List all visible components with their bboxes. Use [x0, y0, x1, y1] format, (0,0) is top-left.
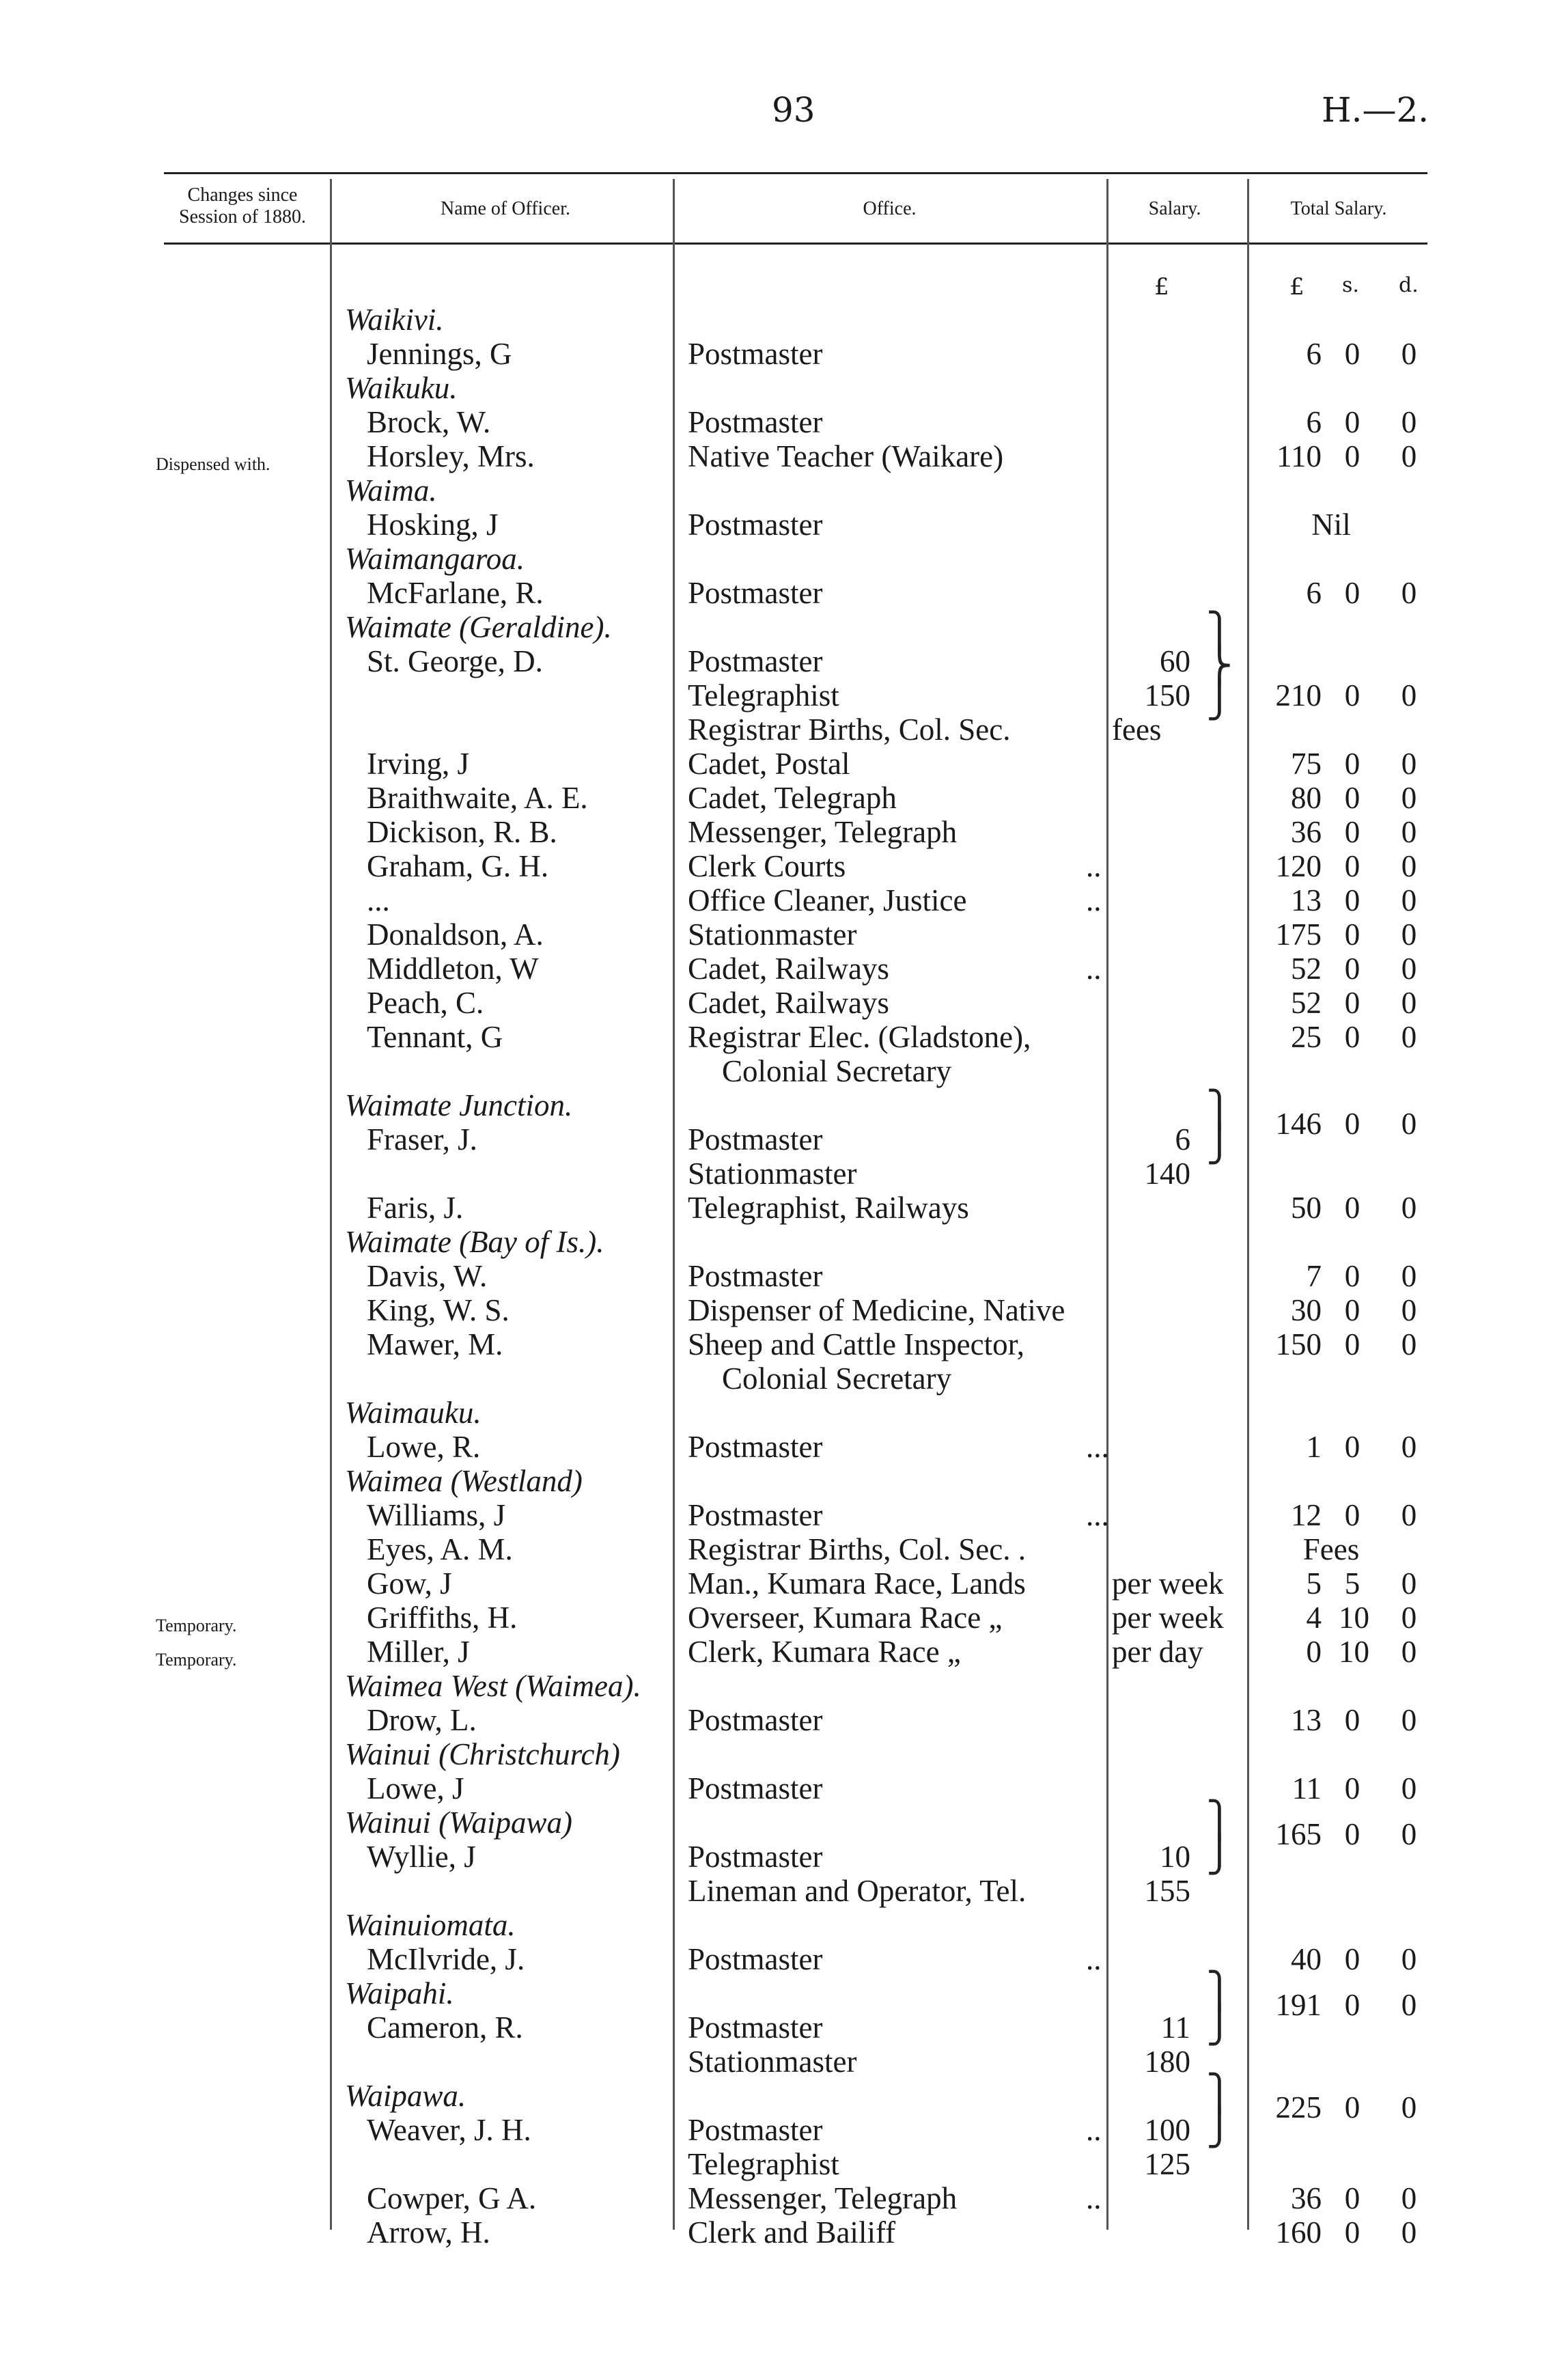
total-pounds: 80 [1291, 781, 1322, 815]
group-total-pounds: 225 [1275, 2090, 1322, 2125]
salary-value: 100 [1144, 2113, 1190, 2147]
salary-value: 125 [1144, 2147, 1190, 2181]
total-shillings: 0 [1344, 439, 1360, 473]
officer-name: Weaver, J. H. [367, 2113, 531, 2147]
table-row [0, 1157, 1549, 1191]
office-title: Messenger, Telegraph [688, 815, 958, 849]
table-row [0, 678, 1549, 712]
place-heading-row [0, 1464, 1549, 1498]
header-salary: Salary. [1148, 198, 1201, 219]
total-pounds: 110 [1276, 439, 1322, 473]
total-pounds: 210 [1275, 678, 1322, 712]
office-title: Postmaster [688, 1771, 823, 1805]
office-title: Registrar Elec. (Gladstone), [688, 1020, 1031, 1054]
table-row [0, 1020, 1549, 1054]
place-name: Wainuiomata. [345, 1908, 516, 1942]
office-title: Telegraphist, Railways [688, 1191, 969, 1225]
table-row [0, 1054, 1549, 1088]
officer-name: Miller, J [367, 1635, 470, 1669]
leader-dots: ... [1086, 1498, 1109, 1532]
officer-name: Braithwaite, A. E. [367, 781, 588, 815]
officer-name: Lowe, R. [367, 1430, 481, 1464]
total-pence: 0 [1401, 747, 1417, 781]
group-total-row [0, 1817, 1549, 1851]
office-title: Postmaster [688, 2010, 823, 2045]
table-row [0, 952, 1549, 986]
table-row [0, 1874, 1549, 1908]
brace-icon: ⎫ ⎭ [1206, 1090, 1233, 1165]
table-row [0, 2045, 1549, 2079]
total-shillings: 0 [1344, 952, 1360, 986]
total-shillings: 0 [1344, 1498, 1360, 1532]
office-title: Clerk and Bailiff [688, 2215, 896, 2250]
officer-name: Mawer, M. [367, 1327, 503, 1361]
total-shillings: 10 [1339, 1601, 1369, 1635]
office-title: Postmaster [688, 1703, 823, 1737]
total-pounds: 4 [1306, 1601, 1322, 1635]
table-row [0, 1703, 1549, 1737]
total-pence: 0 [1401, 1635, 1417, 1669]
group-total-row [0, 1107, 1549, 1141]
total-shillings: 0 [1344, 849, 1360, 883]
total-pounds: 40 [1291, 1942, 1322, 1976]
group-total-pence: 0 [1401, 1988, 1417, 2022]
place-heading-row [0, 371, 1549, 405]
total-pence: 0 [1401, 1259, 1417, 1293]
total-shillings: 0 [1344, 2215, 1360, 2250]
officer-name: Davis, W. [367, 1259, 488, 1293]
table-row [0, 849, 1549, 883]
group-total-shillings: 0 [1344, 1817, 1360, 1851]
total-pounds: 150 [1275, 1327, 1322, 1361]
table-row [0, 337, 1549, 371]
officer-name: Gow, J [367, 1566, 452, 1601]
office-title: Native Teacher (Waikare) [688, 439, 1004, 473]
total-pence: 0 [1401, 1191, 1417, 1225]
group-total-row [0, 1988, 1549, 2022]
office-title: Registrar Births, Col. Sec. [688, 712, 1011, 747]
total-pounds: 25 [1291, 1020, 1322, 1054]
table-row [0, 1771, 1549, 1805]
salary-value: 180 [1144, 2045, 1190, 2079]
office-title: Stationmaster [688, 917, 857, 952]
office-title: Clerk, Kumara Race „ [688, 1635, 961, 1669]
total-pounds: 6 [1306, 576, 1322, 610]
group-total-shillings: 0 [1344, 1107, 1360, 1141]
total-shillings: 0 [1344, 678, 1360, 712]
table-row [0, 781, 1549, 815]
office-title: Registrar Births, Col. Sec. . [688, 1532, 1026, 1566]
officer-name: Eyes, A. M. [367, 1532, 513, 1566]
total-pence: 0 [1401, 337, 1417, 371]
total-pounds: 160 [1275, 2215, 1322, 2250]
salary-value: 11 [1160, 2010, 1190, 2045]
leader-dots: .. [1086, 2113, 1102, 2147]
total-pence: 0 [1401, 2215, 1417, 2250]
officer-name: Donaldson, A. [367, 917, 544, 952]
total-text: Nil [1311, 508, 1351, 542]
salary-value: 60 [1160, 644, 1190, 678]
table-row [0, 1430, 1549, 1464]
total-shillings: 5 [1344, 1566, 1360, 1601]
group-total-pounds: 191 [1275, 1988, 1322, 2022]
total-pence: 0 [1401, 1327, 1417, 1361]
office-title: Postmaster [688, 1840, 823, 1874]
officer-name: Graham, G. H. [367, 849, 549, 883]
salary-value: 10 [1160, 1840, 1190, 1874]
salary-value: 140 [1144, 1157, 1190, 1191]
total-pence: 0 [1401, 405, 1417, 439]
salary-unit: £ [1154, 273, 1169, 301]
group-total-pence: 0 [1401, 1107, 1417, 1141]
place-heading-row [0, 610, 1549, 644]
total-pounds: 5 [1306, 1566, 1322, 1601]
office-title: Postmaster [688, 337, 823, 371]
total-shillings: 0 [1344, 917, 1360, 952]
total-pence: 0 [1401, 986, 1417, 1020]
place-name: Waima. [345, 473, 437, 508]
leader-dots: .. [1086, 883, 1102, 917]
total-pence: 0 [1401, 781, 1417, 815]
office-title: Postmaster [688, 1498, 823, 1532]
total-pounds: 13 [1291, 1703, 1322, 1737]
table-row [0, 1635, 1549, 1669]
pounds-unit: £ [1289, 273, 1304, 301]
office-title: Postmaster [688, 1430, 823, 1464]
brace-icon: ⎫ ⎬ ⎭ [1206, 611, 1233, 721]
place-name: Waimea West (Waimea). [345, 1669, 641, 1703]
place-heading-row [0, 303, 1549, 337]
table-row [0, 1601, 1549, 1635]
leader-dots: ... [1086, 1430, 1109, 1464]
table-row [0, 2181, 1549, 2215]
total-shillings: 0 [1344, 576, 1360, 610]
total-text: Fees [1302, 1532, 1360, 1566]
header-name-of-officer: Name of Officer. [441, 198, 570, 219]
place-name: Waimea (Westland) [345, 1464, 583, 1498]
place-name: Wainui (Christchurch) [345, 1737, 620, 1771]
table-row [0, 815, 1549, 849]
table-row [0, 747, 1549, 781]
total-shillings: 0 [1344, 1771, 1360, 1805]
total-pence: 0 [1401, 1430, 1417, 1464]
table-row [0, 508, 1549, 542]
table-row [0, 1942, 1549, 1976]
brace-icon: ⎫ ⎭ [1206, 2073, 1233, 2148]
total-pence: 0 [1401, 917, 1417, 952]
table-row [0, 576, 1549, 610]
total-shillings: 0 [1344, 2181, 1360, 2215]
total-shillings: 0 [1344, 1327, 1360, 1361]
total-pence: 0 [1401, 439, 1417, 473]
officer-name: Cowper, G A. [367, 2181, 537, 2215]
office-title: Postmaster [688, 405, 823, 439]
change-note: Dispensed with. [156, 454, 270, 474]
office-title: Office Cleaner, Justice [688, 883, 967, 917]
total-shillings: 0 [1344, 747, 1360, 781]
officer-name: Faris, J. [367, 1191, 464, 1225]
total-shillings: 0 [1344, 337, 1360, 371]
officer-name: Drow, L. [367, 1703, 477, 1737]
total-shillings: 0 [1344, 1020, 1360, 1054]
officer-name: Hosking, J [367, 508, 499, 542]
place-name: Waimate Junction. [345, 1088, 573, 1122]
office-title: Cadet, Postal [688, 747, 850, 781]
total-pence: 0 [1401, 952, 1417, 986]
table-row [0, 2215, 1549, 2250]
table-row [0, 917, 1549, 952]
total-pence: 0 [1401, 678, 1417, 712]
total-pounds: 13 [1291, 883, 1322, 917]
table-row [0, 1259, 1549, 1293]
group-total-pounds: 165 [1275, 1817, 1322, 1851]
total-shillings: 0 [1344, 986, 1360, 1020]
header-top-rule [164, 172, 1427, 174]
officer-name: Wyllie, J [367, 1840, 476, 1874]
total-pence: 0 [1401, 883, 1417, 917]
total-pence: 0 [1401, 2181, 1417, 2215]
place-name: Wainui (Waipawa) [345, 1805, 572, 1840]
salary-value: 155 [1144, 1874, 1190, 1908]
office-continuation: Colonial Secretary [722, 1054, 952, 1088]
office-title: Clerk Courts [688, 849, 846, 883]
place-name: Waipawa. [345, 2079, 466, 2113]
group-total-pounds: 146 [1275, 1107, 1322, 1141]
officer-name: Brock, W. [367, 405, 491, 439]
officer-name: Fraser, J. [367, 1122, 477, 1157]
total-shillings: 0 [1344, 781, 1360, 815]
place-heading-row [0, 542, 1549, 576]
salary-value: fees [1112, 712, 1162, 747]
total-pounds: 6 [1306, 337, 1322, 371]
total-pence: 0 [1401, 1293, 1417, 1327]
total-pounds: 36 [1291, 815, 1322, 849]
total-pence: 0 [1401, 849, 1417, 883]
place-heading-row [0, 1669, 1549, 1703]
place-name: Waipahi. [345, 1976, 454, 2010]
office-title: Telegraphist [688, 2147, 839, 2181]
officer-name: Cameron, R. [367, 2010, 523, 2045]
place-name: Waimauku. [345, 1396, 482, 1430]
place-heading-row [0, 1396, 1549, 1430]
office-title: Cadet, Railways [688, 986, 889, 1020]
officer-name: Irving, J [367, 747, 469, 781]
leader-dots: .. [1086, 849, 1102, 883]
total-pounds: 120 [1275, 849, 1322, 883]
place-heading-row [0, 1225, 1549, 1259]
change-note: Temporary. [156, 1650, 237, 1670]
total-pounds: 12 [1291, 1498, 1322, 1532]
office-title: Man., Kumara Race, Lands [688, 1566, 1026, 1601]
place-name: Waikuku. [345, 371, 458, 405]
office-title: Postmaster [688, 1259, 823, 1293]
total-shillings: 0 [1344, 1191, 1360, 1225]
total-pence: 0 [1401, 1566, 1417, 1601]
table-row [0, 712, 1549, 747]
leader-dots: .. [1086, 2181, 1102, 2215]
officer-name: ... [367, 883, 390, 917]
office-title: Lineman and Operator, Tel. [688, 1874, 1027, 1908]
total-pence: 0 [1401, 1020, 1417, 1054]
change-note: Temporary. [156, 1616, 237, 1635]
total-pence: 0 [1401, 815, 1417, 849]
total-pounds: 11 [1292, 1771, 1322, 1805]
leader-dots: .. [1086, 1942, 1102, 1976]
officer-name: Jennings, G [367, 337, 512, 371]
office-title: Dispenser of Medicine, Native [688, 1293, 1065, 1327]
officer-name: Middleton, W [367, 952, 539, 986]
officer-name: Griffiths, H. [367, 1601, 518, 1635]
total-pounds: 30 [1291, 1293, 1322, 1327]
salary-value: 6 [1175, 1122, 1190, 1157]
officer-name: Peach, C. [367, 986, 484, 1020]
place-name: Waimate (Geraldine). [345, 610, 612, 644]
officer-name: Horsley, Mrs. [367, 439, 535, 473]
total-pence: 0 [1401, 1601, 1417, 1635]
officer-name: McIlvride, J. [367, 1942, 525, 1976]
total-shillings: 0 [1344, 1430, 1360, 1464]
table-row [0, 439, 1549, 473]
total-pounds: 50 [1291, 1191, 1322, 1225]
table-row [0, 1361, 1549, 1396]
total-shillings: 0 [1344, 883, 1360, 917]
table-row [0, 1327, 1549, 1361]
table-row [0, 1498, 1549, 1532]
total-pence: 0 [1401, 1703, 1417, 1737]
total-shillings: 0 [1344, 1259, 1360, 1293]
total-shillings: 0 [1344, 1293, 1360, 1327]
place-heading-row [0, 473, 1549, 508]
office-title: Postmaster [688, 508, 823, 542]
office-title: Overseer, Kumara Race „ [688, 1601, 1003, 1635]
salary-value: per week [1112, 1601, 1224, 1635]
total-pence: 0 [1401, 1498, 1417, 1532]
total-pounds: 36 [1291, 2181, 1322, 2215]
group-total-pence: 0 [1401, 2090, 1417, 2125]
brace-icon: ⎫ ⎭ [1206, 1971, 1233, 2046]
office-title: Telegraphist [688, 678, 839, 712]
office-title: Postmaster [688, 1122, 823, 1157]
pence-unit: d. [1399, 273, 1419, 297]
table-row [0, 1293, 1549, 1327]
place-name: Waimate (Bay of Is.). [345, 1225, 604, 1259]
officer-name: St. George, D. [367, 644, 543, 678]
group-total-row [0, 2090, 1549, 2125]
officer-name: Arrow, H. [367, 2215, 490, 2250]
place-heading-row [0, 1908, 1549, 1942]
table-row [0, 1566, 1549, 1601]
page-number: 93 [772, 90, 815, 130]
office-title: Stationmaster [688, 2045, 857, 2079]
officer-name: King, W. S. [367, 1293, 510, 1327]
office-title: Cadet, Railways [688, 952, 889, 986]
officer-name: Williams, J [367, 1498, 506, 1532]
office-title: Cadet, Telegraph [688, 781, 897, 815]
place-name: Waimangaroa. [345, 542, 525, 576]
total-shillings: 10 [1339, 1635, 1369, 1669]
total-pounds: 52 [1291, 986, 1322, 1020]
table-row [0, 883, 1549, 917]
total-shillings: 0 [1344, 1942, 1360, 1976]
salary-value: per day [1112, 1635, 1203, 1669]
total-pounds: 75 [1291, 747, 1322, 781]
total-pence: 0 [1401, 576, 1417, 610]
total-pence: 0 [1401, 1771, 1417, 1805]
salary-value: per week [1112, 1566, 1224, 1601]
document-reference: H.—2. [1322, 90, 1429, 130]
total-pounds: 0 [1306, 1635, 1322, 1669]
place-heading-row [0, 1737, 1549, 1771]
header-changes: Changes since Session of 1880. [179, 184, 306, 227]
total-pence: 0 [1401, 1942, 1417, 1976]
total-pounds: 7 [1306, 1259, 1322, 1293]
office-title: Postmaster [688, 644, 823, 678]
header-bottom-rule [164, 243, 1427, 245]
group-total-pence: 0 [1401, 1817, 1417, 1851]
officer-name: Dickison, R. B. [367, 815, 557, 849]
table-row [0, 986, 1549, 1020]
header-total-salary: Total Salary. [1290, 198, 1387, 219]
shillings-unit: s. [1342, 273, 1359, 297]
total-pounds: 1 [1306, 1430, 1322, 1464]
total-shillings: 0 [1344, 1703, 1360, 1737]
total-shillings: 0 [1344, 815, 1360, 849]
officer-name: Lowe, J [367, 1771, 464, 1805]
group-total-shillings: 0 [1344, 1988, 1360, 2022]
salary-value: 150 [1144, 678, 1190, 712]
office-continuation: Colonial Secretary [722, 1361, 952, 1396]
officer-name: McFarlane, R. [367, 576, 544, 610]
office-title: Postmaster [688, 2113, 823, 2147]
place-name: Waikivi. [345, 303, 444, 337]
table-row [0, 1191, 1549, 1225]
brace-icon: ⎫ ⎭ [1206, 1800, 1233, 1875]
total-pounds: 52 [1291, 952, 1322, 986]
total-pounds: 6 [1306, 405, 1322, 439]
leader-dots: .. [1086, 952, 1102, 986]
table-row [0, 1532, 1549, 1566]
office-title: Postmaster [688, 576, 823, 610]
office-title: Sheep and Cattle Inspector, [688, 1327, 1025, 1361]
table-row [0, 405, 1549, 439]
table-row [0, 644, 1549, 678]
table-row [0, 2147, 1549, 2181]
officer-name: Tennant, G [367, 1020, 503, 1054]
office-title: Messenger, Telegraph [688, 2181, 958, 2215]
total-pounds: 175 [1275, 917, 1322, 952]
group-total-shillings: 0 [1344, 2090, 1360, 2125]
office-title: Postmaster [688, 1942, 823, 1976]
header-office: Office. [863, 198, 917, 219]
office-title: Stationmaster [688, 1157, 857, 1191]
total-shillings: 0 [1344, 405, 1360, 439]
